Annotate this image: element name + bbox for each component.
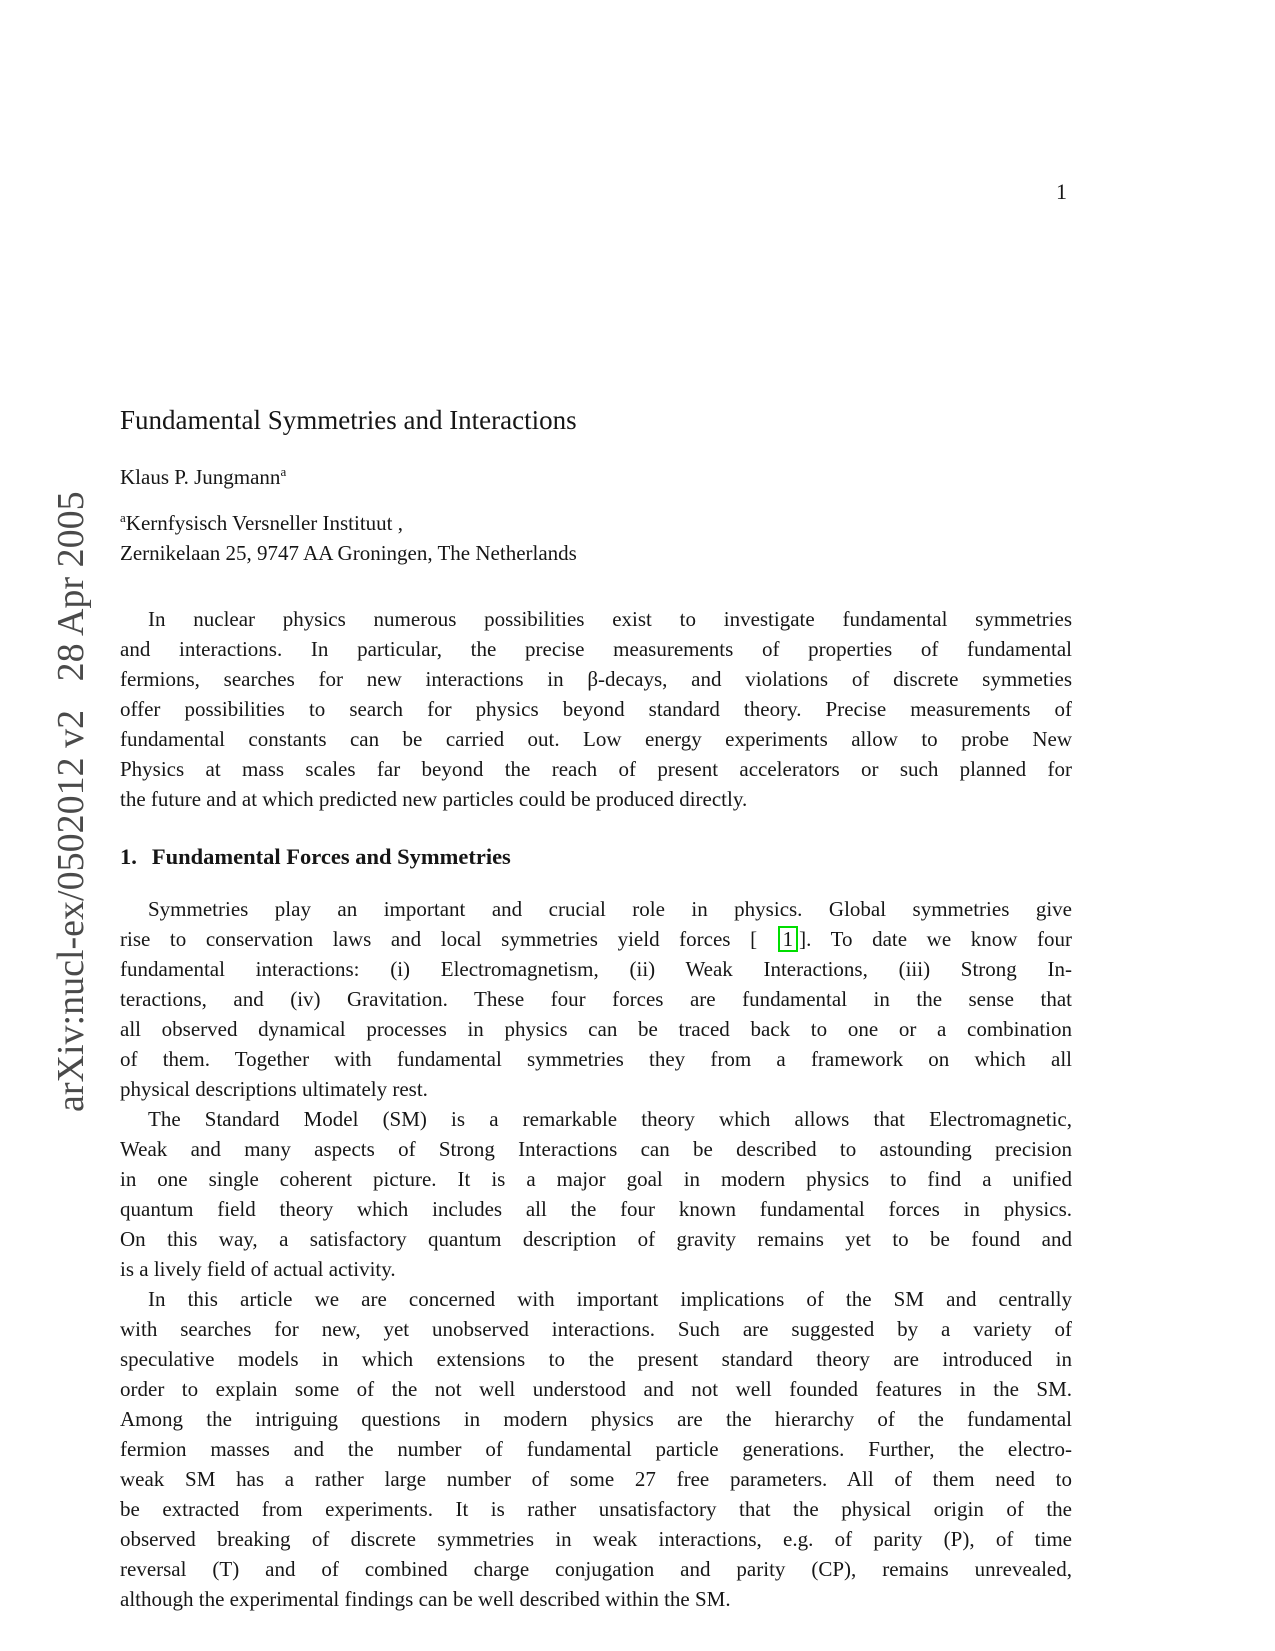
- text-line: is a lively field of actual activity.: [120, 1257, 396, 1281]
- text-line: Physics at mass scales far beyond the reach of present accelerators or such planned for: [120, 757, 1072, 781]
- text-line: fermion masses and the number of fundamental particle generations. Further, the electro-: [120, 1437, 1072, 1461]
- section-number: 1.: [120, 844, 137, 869]
- text-line: and interactions. In particular, the precise measurements of properties of fundamental: [120, 637, 1072, 661]
- section-heading: [120, 842, 1072, 872]
- body-paragraph-1: [120, 894, 1072, 1104]
- author-name: Klaus P. Jungmann: [120, 465, 281, 489]
- line-text: rise to conservation laws and local symmetries yield forces [: [120, 927, 777, 951]
- citation-ref-1[interactable]: 1: [778, 926, 799, 952]
- arxiv-identifier-stamp: arXiv:nucl-ex/0502012 v2 28 Apr 2005: [50, 491, 92, 1112]
- affiliation-line-2: Zernikelaan 25, 9747 AA Groningen, The Netherlands: [120, 541, 577, 565]
- text-line: order to explain some of the not well understood and not well founded features in the SM.: [120, 1377, 1072, 1401]
- body-paragraph-3: [120, 1284, 1072, 1614]
- text-line: fundamental interactions: (i) Electromagnetism, (ii) Weak Interactions, (iii) Strong In-: [120, 957, 1072, 981]
- text-line: observed breaking of discrete symmetries in weak interactions, e.g. of parity (P), of time: [120, 1527, 1072, 1551]
- text-line: although the experimental findings can be well described within the SM.: [120, 1587, 731, 1611]
- text-line: reversal (T) and of combined charge conjugation and parity (CP), remains unrevealed,: [120, 1557, 1072, 1581]
- text-line: speculative models in which extensions to the present standard theory are introduced in: [120, 1347, 1072, 1371]
- text-line: in one single coherent picture. It is a major goal in modern physics to find a unified: [120, 1167, 1072, 1191]
- text-line: physical descriptions ultimately rest.: [120, 1077, 428, 1101]
- text-line: all observed dynamical processes in physics can be traced back to one or a combination: [120, 1017, 1072, 1041]
- body-paragraph-2: [120, 1104, 1072, 1284]
- text-line: [120, 924, 1072, 954]
- text-line: Symmetries play an important and crucial role in physics. Global symmetries give: [148, 897, 1072, 921]
- page-number: 1: [1056, 179, 1067, 204]
- text-line: be extracted from experiments. It is rather unsatisfactory that the physical origin of the: [120, 1497, 1072, 1521]
- text-line: Among the intriguing questions in modern physics are the hierarchy of the fundamental: [120, 1407, 1072, 1431]
- article-title: Fundamental Symmetries and Interactions: [120, 405, 577, 435]
- text-line: fundamental constants can be carried out. Low energy experiments allow to probe New: [120, 727, 1072, 751]
- text-line: with searches for new, yet unobserved interactions. Such are suggested by a variety of: [120, 1317, 1072, 1341]
- text-line: fermions, searches for new interactions in β-decays, and violations of discrete symmeties: [120, 667, 1072, 691]
- text-line: of them. Together with fundamental symmetries they from a framework on which all: [120, 1047, 1072, 1071]
- text-line: offer possibilities to search for physics beyond standard theory. Precise measurements of: [120, 697, 1072, 721]
- affiliation-institute: Kernfysisch Versneller Instituut ,: [125, 511, 404, 535]
- text-line: weak SM has a rather large number of some 27 free parameters. All of them need to: [120, 1467, 1072, 1491]
- abstract-paragraph: [120, 604, 1072, 814]
- affiliation-block: [120, 508, 1072, 568]
- author-line: [120, 462, 1072, 492]
- text-line: The Standard Model (SM) is a remarkable theory which allows that Electromagnetic,: [148, 1107, 1072, 1131]
- affiliation-line-1: [120, 508, 1072, 538]
- text-line: the future and at which predicted new particles could be produced directly.: [120, 787, 748, 811]
- text-line: On this way, a satisfactory quantum description of gravity remains yet to be found and: [120, 1227, 1072, 1251]
- author-affiliation-mark: a: [280, 464, 287, 479]
- affiliation-mark: a: [120, 510, 126, 525]
- line-text: ]. To date we know four: [799, 927, 1073, 951]
- text-line: In nuclear physics numerous possibilities exist to investigate fundamental symmetries: [148, 607, 1072, 631]
- article-content: [120, 404, 1072, 1614]
- text-line: Weak and many aspects of Strong Interactions can be described to astounding precision: [120, 1137, 1072, 1161]
- section-title: Fundamental Forces and Symmetries: [151, 844, 511, 869]
- text-line: quantum field theory which includes all the four known fundamental forces in physics.: [120, 1197, 1072, 1221]
- text-line: teractions, and (iv) Gravitation. These four forces are fundamental in the sense that: [120, 987, 1072, 1011]
- text-line: In this article we are concerned with important implications of the SM and centrally: [148, 1287, 1072, 1311]
